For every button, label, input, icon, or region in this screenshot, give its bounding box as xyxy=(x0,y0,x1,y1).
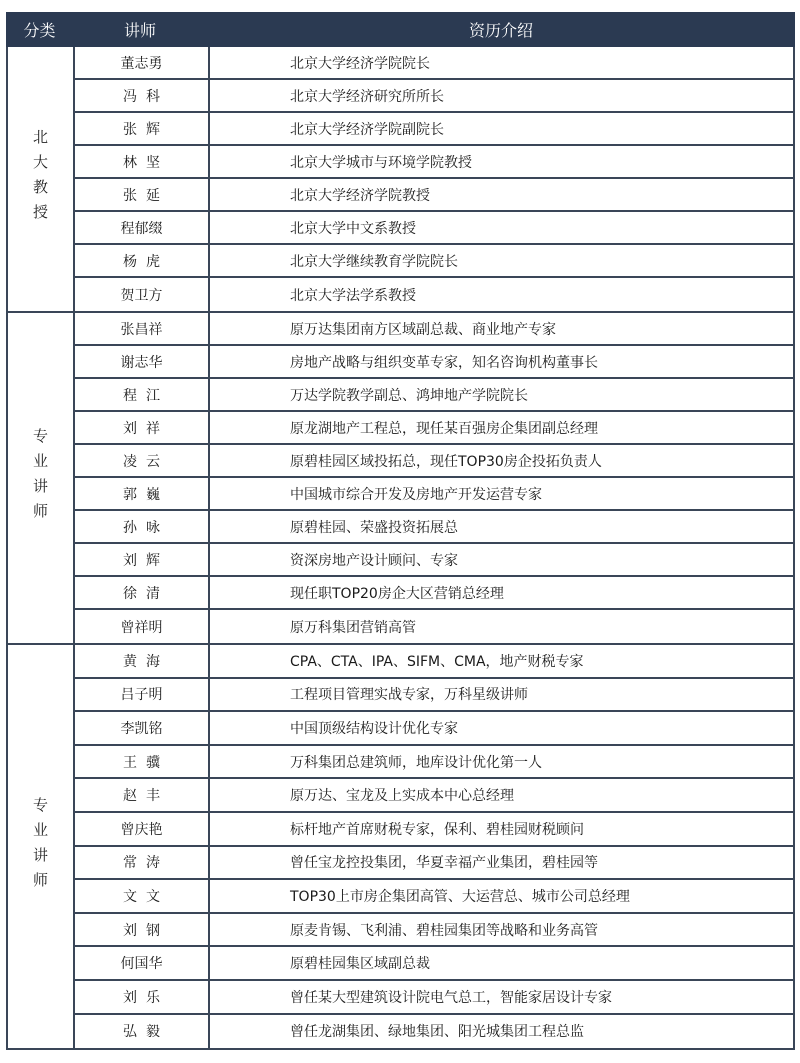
lecturer-name: 谢志华 xyxy=(75,346,210,377)
lecturer-bio: 万达学院教学副总、鸿坤地产学院院长 xyxy=(290,387,528,404)
lecturer-bio: 北京大学经济学院副院长 xyxy=(290,121,444,138)
header-category: 分类 xyxy=(23,21,56,40)
lecturer-bio: 工程项目管理实战专家，万科星级讲师 xyxy=(290,687,528,704)
table-row xyxy=(75,947,793,981)
category-cell xyxy=(8,645,73,1048)
section-pku-professors xyxy=(6,47,795,313)
lecturer-name: 杨 虎 xyxy=(75,245,210,276)
lecturer-bio: 北京大学中文系教授 xyxy=(290,220,416,237)
table-row xyxy=(75,379,793,412)
header-lecturer: 讲师 xyxy=(123,21,156,40)
table-row xyxy=(75,679,793,713)
table-row xyxy=(75,914,793,948)
lecturer-name: 赵 丰 xyxy=(75,779,210,811)
table-row xyxy=(75,80,793,113)
table-row xyxy=(75,212,793,245)
lecturer-name: 曾庆艳 xyxy=(75,813,210,845)
lecturer-name: 刘 祥 xyxy=(75,412,210,443)
lecturer-table xyxy=(6,12,795,1050)
table-row xyxy=(75,779,793,813)
lecturer-name: 常 涛 xyxy=(75,847,210,879)
lecturer-bio: 北京大学城市与环境学院教授 xyxy=(290,154,472,171)
lecturer-bio: 原龙湖地产工程总，现任某百强房企集团副总经理 xyxy=(290,420,598,437)
table-row xyxy=(75,511,793,544)
lecturer-name: 刘 乐 xyxy=(75,981,210,1013)
lecturer-name: 黄 海 xyxy=(75,645,210,677)
table-row xyxy=(75,645,793,679)
table-row xyxy=(75,847,793,881)
lecturer-name: 张 延 xyxy=(75,179,210,210)
lecturer-name: 文 文 xyxy=(75,880,210,912)
table-row xyxy=(75,346,793,379)
lecturer-name: 贺卫方 xyxy=(75,278,210,311)
lecturer-bio: 房地产战略与组织变革专家，知名咨询机构董事长 xyxy=(290,354,598,371)
lecturer-bio: TOP30上市房企集团高管、大运营总、城市公司总经理 xyxy=(290,888,630,905)
lecturer-bio: 现任职TOP20房企大区营销总经理 xyxy=(290,585,504,602)
lecturer-name: 吕子明 xyxy=(75,679,210,711)
table-row xyxy=(75,610,793,643)
table-row xyxy=(75,880,793,914)
table-row xyxy=(75,412,793,445)
category-label: 专业讲师 xyxy=(31,428,49,528)
category-cell xyxy=(8,313,73,643)
category-label: 专业讲师 xyxy=(31,796,49,897)
table-row xyxy=(75,712,793,746)
table-row xyxy=(75,113,793,146)
lecturer-name: 林 坚 xyxy=(75,146,210,177)
table-row xyxy=(75,981,793,1015)
lecturer-name: 程郁缀 xyxy=(75,212,210,243)
category-cell xyxy=(8,47,73,311)
table-row xyxy=(75,245,793,278)
table-row xyxy=(75,1015,793,1049)
lecturer-name: 曾祥明 xyxy=(75,610,210,643)
lecturer-bio: 北京大学经济学院院长 xyxy=(290,55,430,72)
lecturer-name: 刘 辉 xyxy=(75,544,210,575)
table-row xyxy=(75,47,793,80)
lecturer-name: 何国华 xyxy=(75,947,210,979)
lecturer-name: 王 骥 xyxy=(75,746,210,778)
table-row xyxy=(75,278,793,311)
lecturer-name: 张昌祥 xyxy=(75,313,210,344)
lecturer-bio: 原万达、宝龙及上实成本中心总经理 xyxy=(290,788,514,805)
table-header xyxy=(6,12,795,47)
lecturer-bio: 中国城市综合开发及房地产开发运营专家 xyxy=(290,486,542,503)
lecturer-bio: 原万科集团营销高管 xyxy=(290,619,416,636)
section-professional-lecturers-1 xyxy=(6,313,795,645)
lecturer-bio: 北京大学经济研究所所长 xyxy=(290,88,444,105)
lecturer-bio: 标杆地产首席财税专家，保利、碧桂园财税顾问 xyxy=(290,821,584,838)
lecturer-bio: 曾任某大型建筑设计院电气总工，智能家居设计专家 xyxy=(290,989,612,1006)
table-row xyxy=(75,813,793,847)
table-row xyxy=(75,478,793,511)
lecturer-bio: 原碧桂园集区域副总裁 xyxy=(290,956,430,973)
lecturer-bio: 万科集团总建筑师，地库设计优化第一人 xyxy=(290,754,542,771)
table-row xyxy=(75,577,793,610)
lecturer-name: 冯 科 xyxy=(75,80,210,111)
header-bio: 资历介绍 xyxy=(468,21,533,40)
lecturer-bio: 资深房地产设计顾问、专家 xyxy=(290,552,458,569)
table-row xyxy=(75,313,793,346)
lecturer-name: 凌 云 xyxy=(75,445,210,476)
table-row xyxy=(75,746,793,780)
lecturer-bio: 原万达集团南方区域副总裁、商业地产专家 xyxy=(290,321,556,338)
table-row xyxy=(75,544,793,577)
lecturer-name: 孙 咏 xyxy=(75,511,210,542)
lecturer-name: 弘 毅 xyxy=(75,1015,210,1049)
lecturer-name: 徐 清 xyxy=(75,577,210,608)
lecturer-bio: 曾任龙湖集团、绿地集团、阳光城集团工程总监 xyxy=(290,1024,584,1041)
lecturer-bio: CPA、CTA、IPA、SIFM、CMA，地产财税专家 xyxy=(290,653,584,670)
lecturer-name: 董志勇 xyxy=(75,47,210,78)
lecturer-bio: 北京大学经济学院教授 xyxy=(290,187,430,204)
lecturer-bio: 中国顶级结构设计优化专家 xyxy=(290,720,458,737)
lecturer-bio: 北京大学法学系教授 xyxy=(290,287,416,304)
lecturer-bio: 原麦肯锡、飞利浦、碧桂园集团等战略和业务高管 xyxy=(290,922,598,939)
lecturer-bio: 北京大学继续教育学院院长 xyxy=(290,253,458,270)
table-row xyxy=(75,146,793,179)
lecturer-name: 张 辉 xyxy=(75,113,210,144)
lecturer-name: 刘 钢 xyxy=(75,914,210,946)
table-row xyxy=(75,179,793,212)
lecturer-bio: 曾任宝龙控投集团，华夏幸福产业集团，碧桂园等 xyxy=(290,855,598,872)
lecturer-name: 李凯铭 xyxy=(75,712,210,744)
category-label: 北大教授 xyxy=(31,129,49,229)
section-professional-lecturers-2 xyxy=(6,645,795,1050)
table-row xyxy=(75,445,793,478)
lecturer-bio: 原碧桂园区域投拓总，现任TOP30房企投拓负责人 xyxy=(290,453,602,470)
lecturer-bio: 原碧桂园、荣盛投资拓展总 xyxy=(290,519,458,536)
lecturer-name: 郭 巍 xyxy=(75,478,210,509)
lecturer-name: 程 江 xyxy=(75,379,210,410)
